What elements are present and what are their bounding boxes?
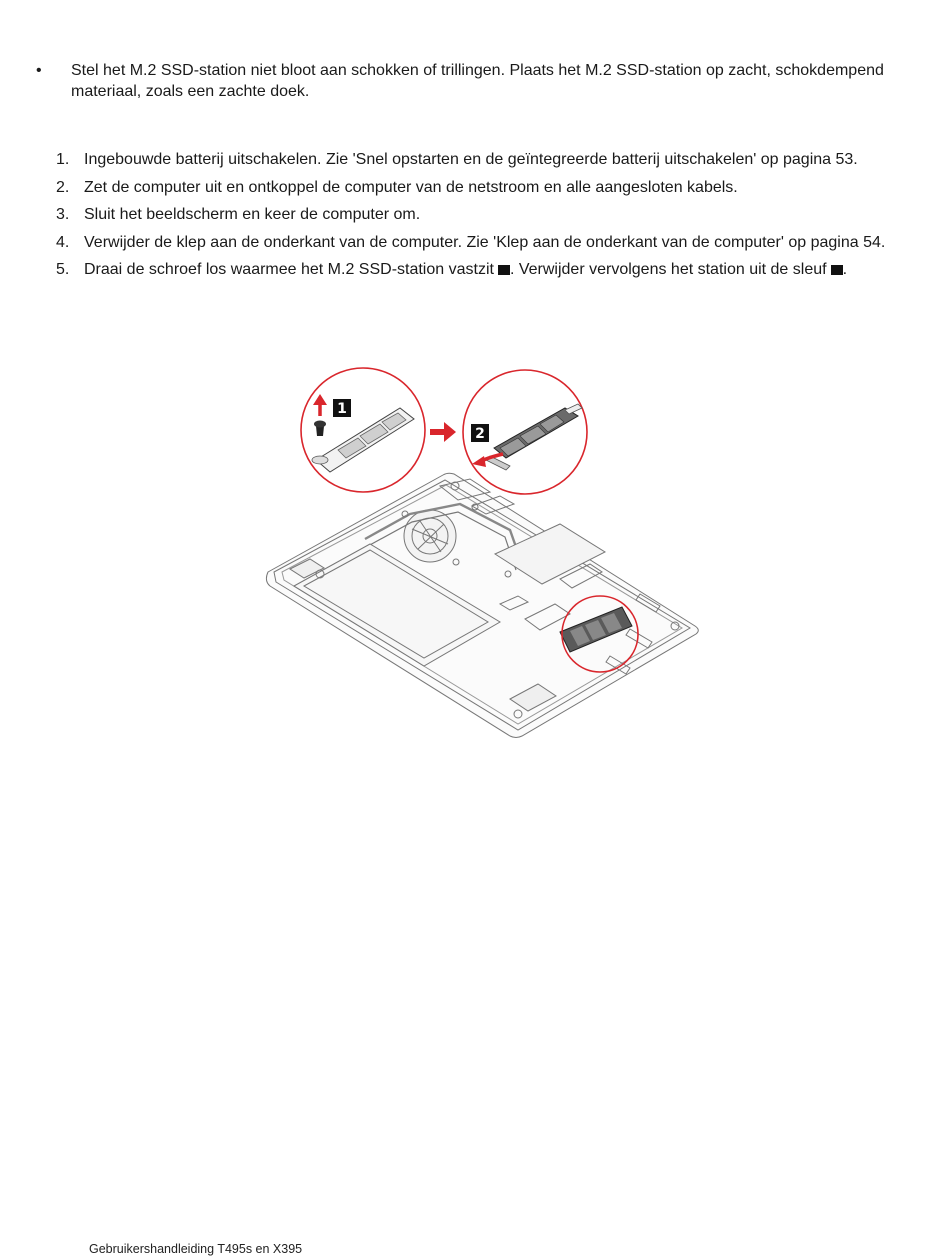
bullet-item — [36, 60, 896, 102]
step-number: 3. — [56, 206, 70, 223]
zoom-detail-2 — [463, 370, 587, 494]
procedure-steps — [56, 150, 886, 288]
right-arrow-icon — [430, 422, 456, 442]
step-5 — [56, 260, 886, 281]
step-text — [84, 260, 886, 281]
page-footer: Gebruikershandleiding T495s en X395 — [89, 1242, 303, 1256]
callout-1-label: 1 — [337, 401, 347, 417]
step-text-part: . — [842, 261, 848, 278]
zoom-detail-1 — [301, 368, 425, 492]
step-text-part: . Verwijder vervolgens het station uit de sleuf — [509, 261, 827, 278]
ssd-removal-illustration — [260, 364, 705, 742]
step-number: 5. — [56, 261, 70, 278]
step-4 — [56, 233, 886, 254]
step-number: 4. — [56, 233, 70, 251]
bullet-text: Stel het M.2 SSD-station niet bloot aan schokken of trillingen. Plaats het M.2 SSD-station op zacht, schokdempend materiaal, zoals een zachte doek. — [71, 62, 884, 100]
callout-2-label: 2 — [475, 426, 485, 442]
callout-2-square-icon — [831, 265, 843, 275]
laptop-base-drawing — [266, 473, 698, 737]
step-text: Verwijder de klep aan de onderkant van de computer. Zie 'Klep aan de onderkant van de computer' op pagina 54. — [84, 233, 886, 251]
note-bullet-list — [36, 60, 896, 102]
step-2 — [56, 178, 886, 199]
callout-1-square-icon — [498, 265, 510, 275]
bullet-marker: • — [36, 62, 42, 79]
step-text-part: Draai de schroef los waarmee het M.2 SSD-station vastzit — [84, 261, 494, 278]
step-3 — [56, 205, 886, 226]
step-text: Zet de computer uit en ontkoppel de computer van de netstroom en alle aangesloten kabels. — [84, 178, 738, 196]
step-number: 1. — [56, 151, 70, 168]
step-1 — [56, 150, 886, 171]
step-text: Sluit het beeldscherm en keer de computer om. — [84, 206, 421, 223]
step-text: Ingebouwde batterij uitschakelen. Zie 'Snel opstarten en de geïntegreerde batterij uitschakelen' op pagina 53. — [84, 151, 858, 168]
step-number: 2. — [56, 178, 70, 196]
